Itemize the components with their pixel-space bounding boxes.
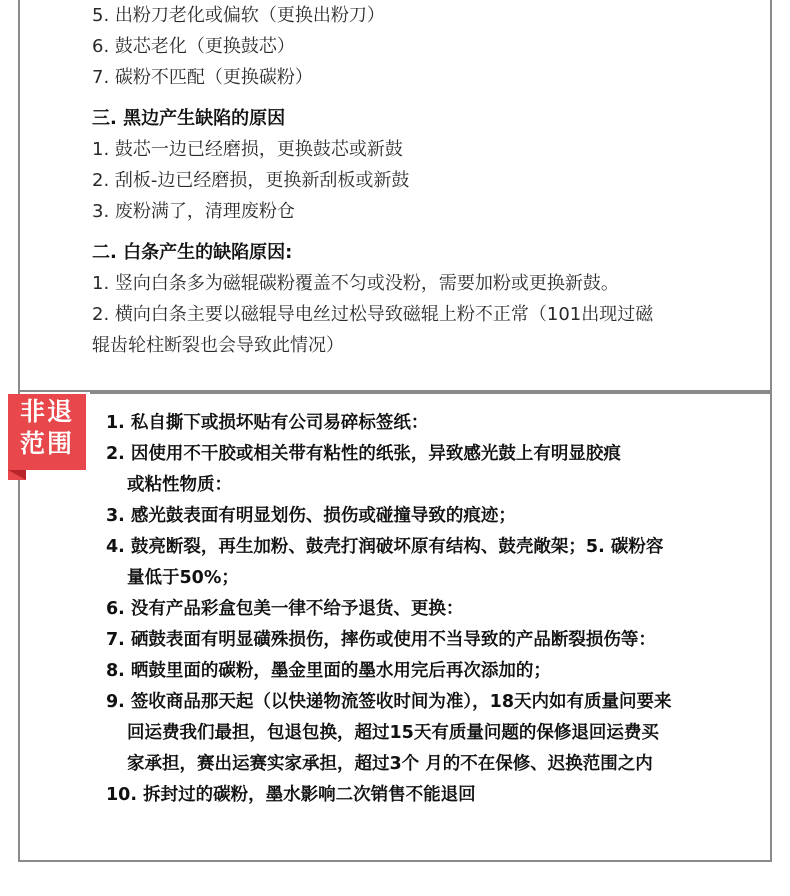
no-return-item-continuation: 量低于50%； [127,568,239,588]
no-return-item [106,594,766,625]
defect-causes-text [92,0,752,361]
cause-line: 3. 废粉满了，清理废粉仓 [92,201,295,222]
no-return-item-text: 6. 没有产品彩盒包美一律不给予退货、更换： [106,599,464,619]
no-return-item-continuation: 回运费我们最担，包退包换，超过15天有质量问题的保修退回运费买 [127,723,659,743]
badge-text-line1: 非退 [19,397,74,426]
section-divider [90,392,772,394]
cause-line: 1. 竖向白条多为磁辊碳粉覆盖不匀或没粉，需要加粉或更换新鼓。 [92,273,619,294]
no-return-item-continuation: 或粘性物质： [127,475,232,495]
section-heading-black-edge: 三. 黑边产生缺陷的原因 [92,108,286,129]
no-return-item-text: 9. 签收商品那天起（以快递物流签收时间为准），18天内如有质量问要来 [106,692,672,712]
no-return-item-text: 7. 硒鼓表面有明显磺殊损伤，摔伤或使用不当导致的产品断裂损伤等： [106,630,656,650]
cause-line: 1. 鼓芯一边已经磨损，更换鼓芯或新鼓 [92,139,403,160]
no-return-item-text: 4. 鼓亮断裂，再生加粉、鼓壳打润破坏原有结构、鼓壳敞架；5. 碳粉容 [106,537,664,557]
cause-line: 6. 鼓芯老化（更换鼓芯） [92,36,295,57]
badge-text-line2: 范围 [19,429,74,458]
no-return-item-text: 3. 感光鼓表面有明显划伤、损伤或碰撞导致的痕迹； [106,506,516,526]
no-return-item-text: 8. 晒鼓里面的碳粉，墨金里面的墨水用完后再次添加的； [106,661,551,681]
cause-line: 2. 横向白条主要以磁辊导电丝过松导致磁辊上粉不正常（101出现过磁 [92,304,654,325]
no-return-item-text: 1. 私自撕下或损坏贴有公司易碎标签纸： [106,413,429,433]
no-return-item [106,408,766,439]
no-return-badge [8,394,86,480]
no-return-item-text: 10. 拆封过的碳粉，墨水影响二次销售不能退回 [106,785,476,805]
no-return-list [106,408,766,811]
no-return-item [106,625,766,656]
no-return-item [106,656,766,687]
cause-line: 2. 刮板-边已经磨损，更换新刮板或新鼓 [92,170,410,191]
no-return-item [106,780,766,811]
no-return-item [106,687,766,780]
no-return-item [106,532,766,594]
no-return-item-text: 2. 因使用不干胶或相关带有粘性的纸张，异致感光鼓上有明显胶痕 [106,444,621,464]
cause-line: 辊齿轮柱断裂也会导致此情况） [92,335,344,356]
cause-line: 5. 出粉刀老化或偏软（更换出粉刀） [92,5,385,26]
cause-line: 7. 碳粉不匹配（更换碳粉） [92,67,313,88]
section-heading-white-stripe: 二. 白条产生的缺陷原因: [92,242,293,263]
no-return-item [106,439,766,501]
no-return-item-continuation: 家承担，赛出运赛实家承担，超过3个 月的不在保修、迟换范围之内 [127,754,653,774]
no-return-item [106,501,766,532]
